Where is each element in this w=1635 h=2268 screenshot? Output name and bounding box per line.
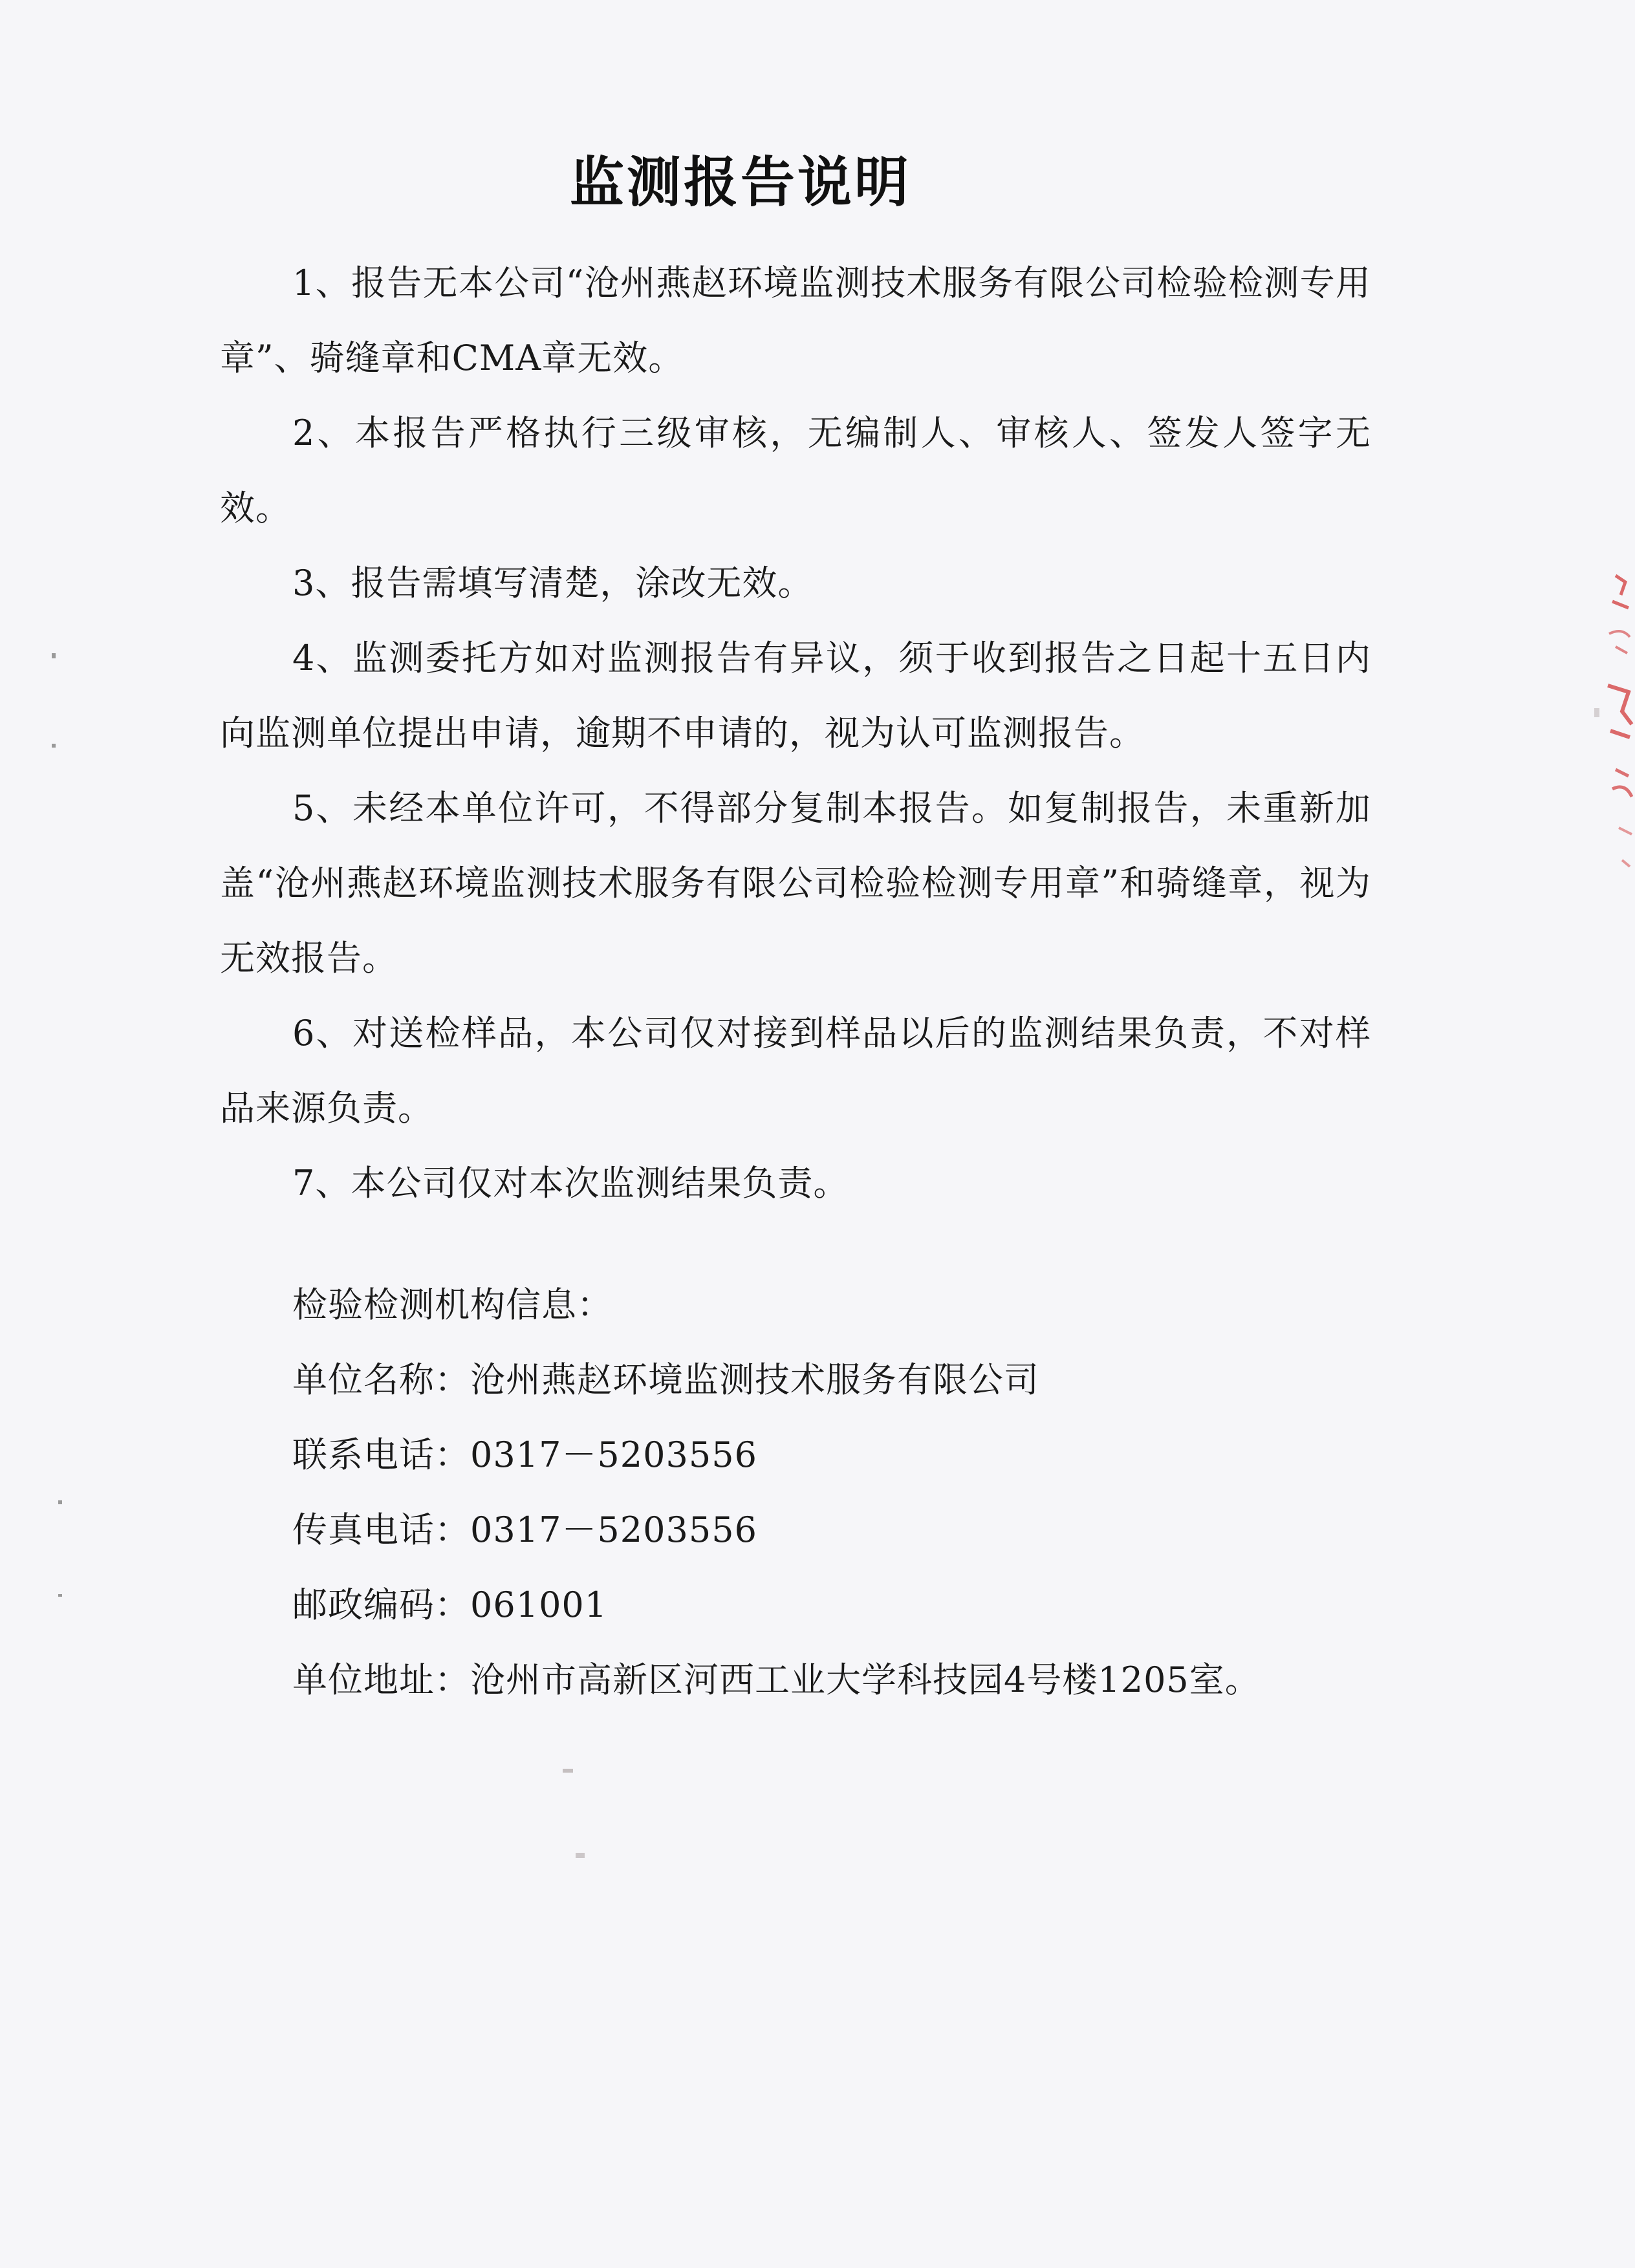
org-info-block	[292, 1268, 1392, 1718]
scan-speck	[52, 744, 56, 748]
note-4: 4、监测委托方如对监测报告有异议，须于收到报告之日起十五日内向监测单位提出申请，逾期不申请的，视为认可监测报告。	[220, 638, 1371, 753]
page-title: 监测报告说明	[569, 150, 911, 214]
note-2: 2、本报告严格执行三级审核，无编制人、审核人、签发人签字无效。	[220, 413, 1371, 528]
org-fax: 传真电话：0317－5203556	[292, 1509, 757, 1550]
note-3: 3、报告需填写清楚，涂改无效。	[292, 563, 814, 603]
org-address: 单位地址：沧州市高新区河西工业大学科技园4号楼1205室。	[292, 1659, 1261, 1700]
note-1: 1、报告无本公司“沧州燕赵环境监测技术服务有限公司检验检测专用章”、骑缝章和CMA章无效。	[220, 263, 1371, 378]
scan-speck	[563, 1769, 573, 1773]
org-phone: 联系电话：0317－5203556	[292, 1434, 757, 1475]
org-info-heading: 检验检测机构信息：	[292, 1284, 612, 1325]
note-7: 7、本公司仅对本次监测结果负责。	[292, 1163, 849, 1204]
org-postcode: 邮政编码：061001	[292, 1584, 608, 1625]
seam-stamp-fragment	[1596, 556, 1635, 892]
scan-speck	[58, 1500, 62, 1504]
scan-speck	[1594, 708, 1599, 717]
scan-speck	[576, 1853, 585, 1858]
scan-speck	[58, 1594, 62, 1597]
note-5: 5、未经本单位许可，不得部分复制本报告。如复制报告，未重新加盖“沧州燕赵环境监测技术服务有限公司检验检测专用章”和骑缝章，视为无效报告。	[220, 788, 1371, 978]
notes-list	[220, 246, 1371, 1221]
scan-speck	[52, 653, 56, 658]
note-6: 6、对送检样品，本公司仅对接到样品以后的监测结果负责，不对样品来源负责。	[220, 1013, 1371, 1129]
org-name: 单位名称：沧州燕赵环境监测技术服务有限公司	[292, 1359, 1039, 1400]
